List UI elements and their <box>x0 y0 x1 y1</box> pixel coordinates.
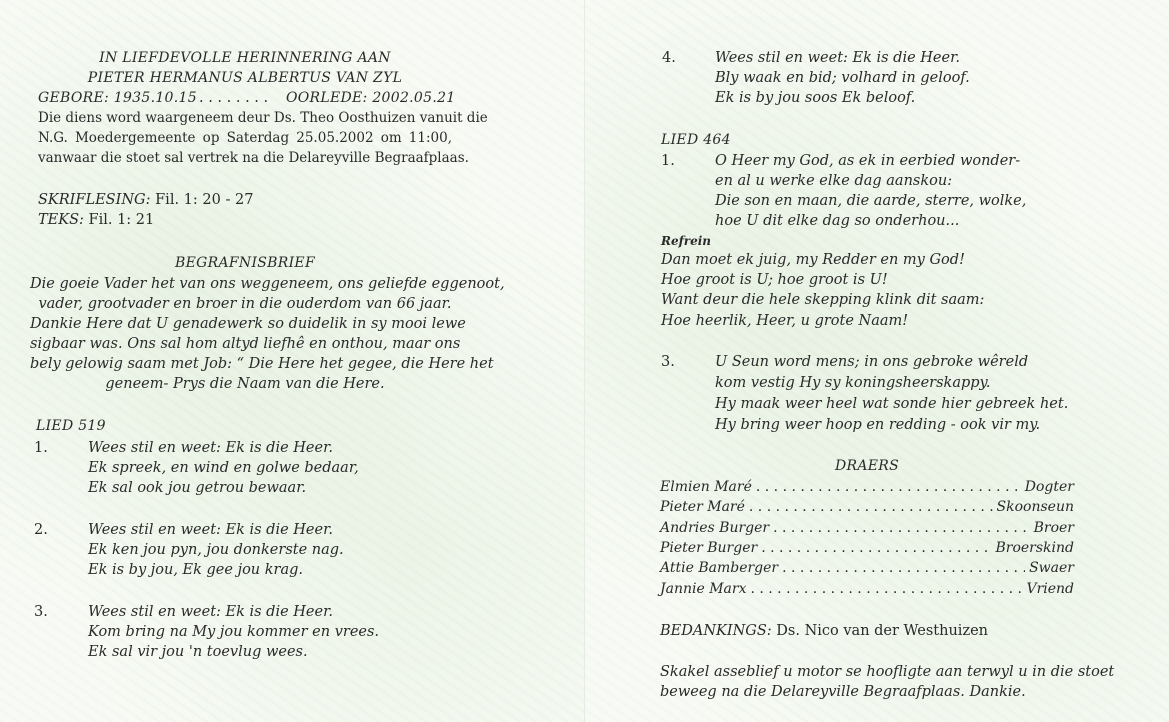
letter-line: vader, grootvader en broer in die ouderdom van 66 jaar. <box>38 296 452 312</box>
verse-line: Ek sal ook jou getrou bewaar. <box>88 480 307 496</box>
verse-number: 1. <box>34 440 48 456</box>
text-value: Fil. 1: 21 <box>88 212 155 228</box>
verse-line: Hy bring weer hoop en redding - ook vir my. <box>715 417 1041 433</box>
verse-line: Wees stil en weet: Ek is die Heer. <box>88 522 334 538</box>
thanks-label: BEDANKINGS: <box>660 623 772 639</box>
hymn-heading: LIED 519 <box>36 418 106 434</box>
bearer-relation: Skoonseun <box>996 499 1074 515</box>
reading-label: SKRIFLESING: <box>38 192 151 208</box>
refrain-line: Want deur die hele skepping klink dit saam: <box>661 292 985 308</box>
verse-line: Ek ken jou pyn, jou donkerste nag. <box>88 542 344 558</box>
verse-line: hoe U dit elke dag so onderhou... <box>715 213 960 229</box>
date-separator: . . . . . . . . <box>199 90 269 106</box>
refrain-line: Hoe heerlik, Heer, u grote Naam! <box>661 313 909 329</box>
page-fold <box>584 0 585 722</box>
verse-line: Wees stil en weet: Ek is die Heer. <box>88 604 334 620</box>
leader-dots <box>773 518 1029 538</box>
thanks-value: Ds. Nico van der Westhuizen <box>776 623 988 639</box>
reading-value: Fil. 1: 20 - 27 <box>155 192 254 208</box>
bearer-name: Andries Burger <box>660 520 770 536</box>
verse-line: Ek is by jou soos Ek beloof. <box>715 90 916 106</box>
service-line: Die diens word waargeneem deur Ds. Theo Oosthuizen vanuit die <box>38 110 488 126</box>
letter-line: Die goeie Vader het van ons weggeneem, ons geliefde eggenoot, <box>30 276 505 292</box>
verse-line: en al u werke elke dag aanskou: <box>715 173 953 189</box>
leader-dots <box>750 579 1022 599</box>
leader-dots <box>756 477 1021 497</box>
letter-line: geneem- Prys die Naam van die Here. <box>105 376 385 392</box>
bearer-name: Attie Bamberger <box>660 560 779 576</box>
born-date: GEBORE: 1935.10.15 <box>38 90 197 106</box>
service-line: N.G. Moedergemeente op Saterdag 25.05.2002 om 11:00, <box>38 130 452 146</box>
verse-line: U Seun word mens; in ons gebroke wêreld <box>715 354 1029 370</box>
bearer-row <box>660 579 1074 599</box>
leader-dots <box>782 558 1025 578</box>
deceased-name: PIETER HERMANUS ALBERTUS VAN ZYL <box>87 70 403 86</box>
bearer-name: Elmien Maré <box>660 479 752 495</box>
bearer-relation: Vriend <box>1026 581 1074 597</box>
bearer-name: Pieter Burger <box>660 540 758 556</box>
verse-line: Wees stil en weet: Ek is die Heer. <box>715 50 961 66</box>
bearer-row <box>660 558 1074 578</box>
closing-line: beweeg na die Delareyville Begraafplaas. Dankie. <box>660 684 1026 700</box>
closing-line: Skakel asseblief u motor se hoofligte aan terwyl u in die stoet <box>660 664 1115 680</box>
bearer-relation: Broer <box>1033 520 1074 536</box>
verse-line: Ek sal vir jou 'n toevlug wees. <box>88 644 308 660</box>
verse-line: Bly waak en bid; volhard in geloof. <box>715 70 970 86</box>
verse-line: Die son en maan, die aarde, sterre, wolke, <box>715 193 1027 209</box>
verse-number: 1. <box>661 153 675 169</box>
text-label: TEKS: <box>38 212 84 228</box>
bearer-row <box>660 518 1074 538</box>
verse-line: Hy maak weer heel wat sonde hier gebreek het. <box>715 396 1069 412</box>
service-line: vanwaar die stoet sal vertrek na die Delareyville Begraafplaas. <box>38 150 469 166</box>
letter-line: sigbaar was. Ons sal hom altyd liefhê en onthou, maar ons <box>30 336 461 352</box>
refrain-label: Refrein <box>661 234 712 248</box>
verse-line: O Heer my God, as ek in eerbied wonder- <box>715 153 1021 169</box>
letter-line: bely gelowig saam met Job: “ Die Here het gegee, die Here het <box>30 356 494 372</box>
leader-dots <box>761 538 991 558</box>
bearer-relation: Broerskind <box>995 540 1074 556</box>
scripture-reading <box>38 190 253 210</box>
bearer-name: Jannie Marx <box>660 581 747 597</box>
verse-line: Ek spreek, en wind en golwe bedaar, <box>88 460 359 476</box>
verse-line: Ek is by jou, Ek gee jou krag. <box>88 562 303 578</box>
bearer-relation: Dogter <box>1024 479 1074 495</box>
refrain-line: Dan moet ek juig, my Redder en my God! <box>661 252 965 268</box>
sermon-text <box>38 210 154 230</box>
thanks <box>660 621 988 641</box>
verse-number: 3. <box>661 354 675 370</box>
memorial-title: IN LIEFDEVOLLE HERINNERING AAN <box>99 50 391 66</box>
verse-number: 2. <box>34 522 48 538</box>
died-date: OORLEDE: 2002.05.21 <box>286 90 456 106</box>
bearer-name: Pieter Maré <box>660 499 745 515</box>
bearer-row <box>660 538 1074 558</box>
verse-number: 3. <box>34 604 48 620</box>
hymn-heading: LIED 464 <box>661 132 731 148</box>
verse-line: Wees stil en weet: Ek is die Heer. <box>88 440 334 456</box>
verse-line: kom vestig Hy sy koningsheerskappy. <box>715 375 991 391</box>
leader-dots <box>749 497 993 517</box>
letter-line: Dankie Here dat U genadewerk so duidelik in sy mooi lewe <box>30 316 466 332</box>
bearer-row <box>660 497 1074 517</box>
verse-number: 4. <box>662 50 676 66</box>
bearers-heading: DRAERS <box>834 458 900 474</box>
bearer-relation: Swaer <box>1029 560 1074 576</box>
refrain-line: Hoe groot is U; hoe groot is U! <box>661 272 888 288</box>
letter-heading: BEGRAFNISBRIEF <box>175 255 315 271</box>
verse-line: Kom bring na My jou kommer en vrees. <box>88 624 380 640</box>
bearer-row <box>660 477 1074 497</box>
